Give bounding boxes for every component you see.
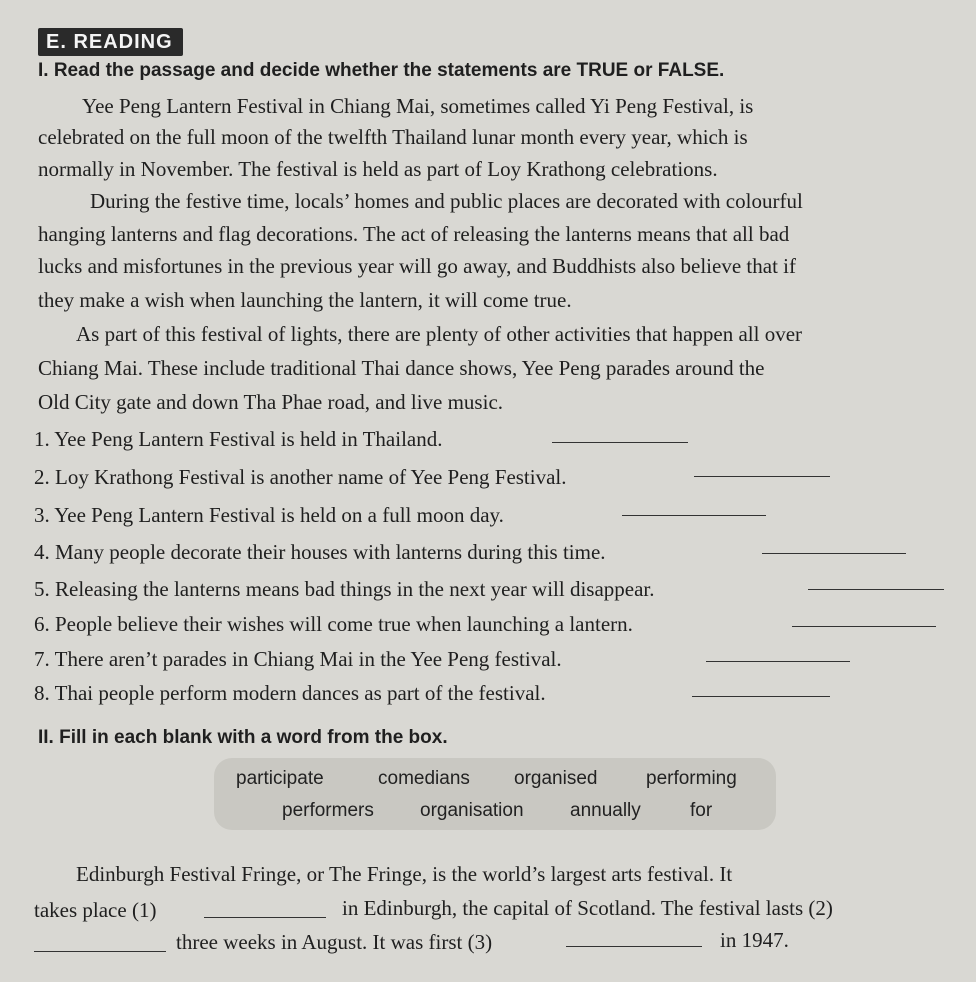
statement: 6. People believe their wishes will come true when launching a lantern.	[34, 612, 633, 636]
passage-line: During the festive time, locals’ homes and public places are decorated with colourful	[90, 189, 803, 213]
fill-blank-1[interactable]	[204, 917, 326, 918]
answer-blank-5[interactable]	[808, 589, 944, 590]
answer-blank-4[interactable]	[762, 553, 906, 554]
passage-line: hanging lanterns and flag decorations. The act of releasing the lanterns means that all bad	[38, 222, 790, 246]
statement: 8. Thai people perform modern dances as part of the festival.	[34, 681, 546, 705]
statement: 5. Releasing the lanterns means bad things in the next year will disappear.	[34, 577, 655, 601]
section-badge: E. READING	[38, 28, 183, 56]
answer-blank-1[interactable]	[552, 442, 688, 443]
answer-blank-8[interactable]	[692, 696, 830, 697]
passage-line: Old City gate and down Tha Phae road, and live music.	[38, 390, 504, 414]
passage-line: normally in November. The festival is held as part of Loy Krathong celebrations.	[38, 157, 718, 181]
answer-blank-3[interactable]	[622, 515, 766, 516]
word-option: annually	[570, 800, 641, 821]
fill-blank-2[interactable]	[34, 951, 166, 952]
word-option: performers	[282, 800, 374, 821]
word-option: for	[690, 800, 713, 821]
answer-blank-7[interactable]	[706, 661, 850, 662]
passage-line: lucks and misfortunes in the previous year will go away, and Buddhists also believe that if	[38, 254, 796, 278]
fill-passage-line: takes place (1)	[34, 898, 157, 922]
fill-passage-line: Edinburgh Festival Fringe, or The Fringe, is the world’s largest arts festival. It	[76, 862, 733, 886]
fill-passage-line: in Edinburgh, the capital of Scotland. The festival lasts (2)	[342, 896, 833, 920]
fill-passage-line: in 1947.	[720, 928, 789, 952]
statement: 7. There aren’t parades in Chiang Mai in the Yee Peng festival.	[34, 647, 562, 671]
part2-instruction: II. Fill in each blank with a word from the box.	[38, 727, 448, 748]
fill-passage-line: three weeks in August. It was first (3)	[176, 930, 493, 954]
statement: 4. Many people decorate their houses with lanterns during this time.	[34, 540, 606, 564]
part1-instruction: I. Read the passage and decide whether the statements are TRUE or FALSE.	[38, 60, 725, 81]
statement: 1. Yee Peng Lantern Festival is held in Thailand.	[34, 427, 443, 451]
fill-blank-3[interactable]	[566, 946, 702, 947]
passage-line: Yee Peng Lantern Festival in Chiang Mai, sometimes called Yi Peng Festival, is	[82, 94, 754, 118]
statement: 3. Yee Peng Lantern Festival is held on a full moon day.	[34, 503, 504, 527]
word-option: comedians	[378, 768, 470, 789]
word-option: participate	[236, 768, 324, 789]
word-option: organisation	[420, 800, 524, 821]
passage-line: As part of this festival of lights, there are plenty of other activities that happen all over	[76, 322, 803, 346]
passage-line: Chiang Mai. These include traditional Thai dance shows, Yee Peng parades around the	[38, 356, 765, 380]
statement: 2. Loy Krathong Festival is another name of Yee Peng Festival.	[34, 465, 567, 489]
word-option: organised	[514, 768, 598, 789]
word-box	[214, 758, 776, 830]
answer-blank-2[interactable]	[694, 476, 830, 477]
answer-blank-6[interactable]	[792, 626, 936, 627]
passage-line: they make a wish when launching the lantern, it will come true.	[38, 288, 572, 312]
word-option: performing	[646, 768, 737, 789]
passage-line: celebrated on the full moon of the twelfth Thailand lunar month every year, which is	[38, 125, 748, 149]
